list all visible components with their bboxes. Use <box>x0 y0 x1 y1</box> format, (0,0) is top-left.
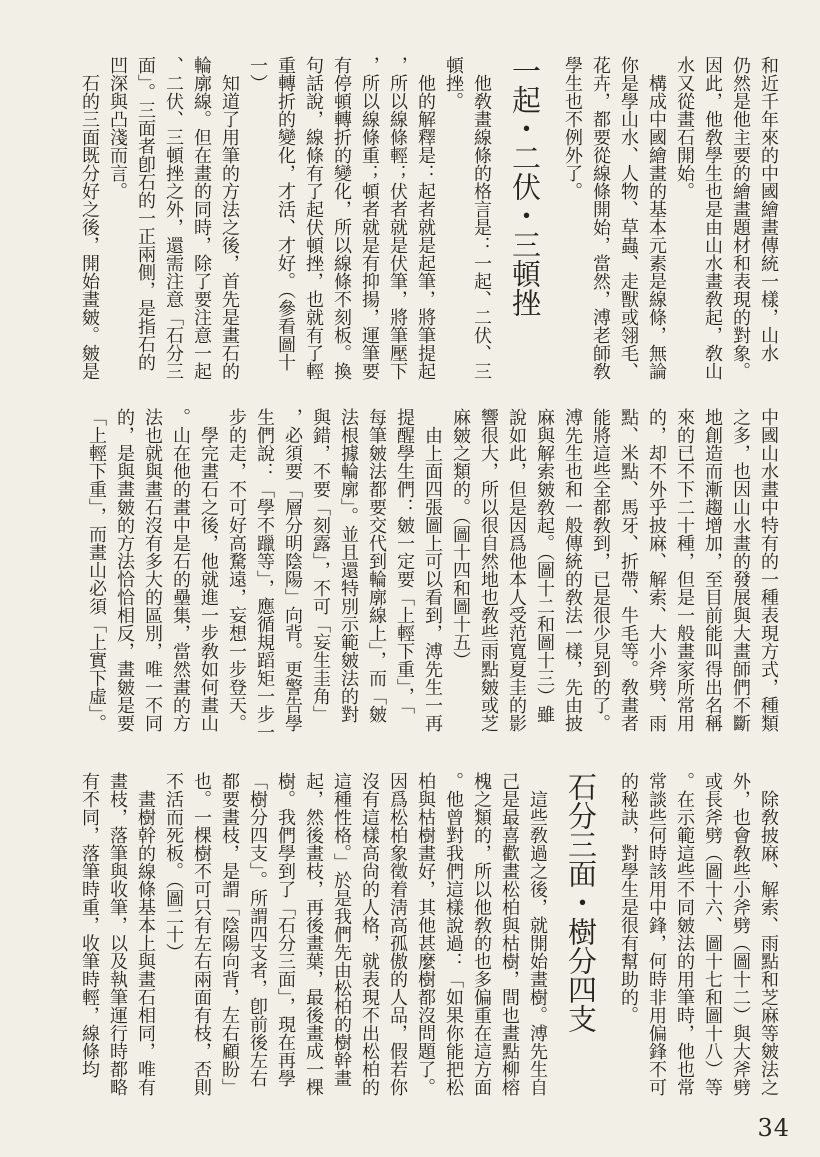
text-column: ，必須要「層分明陰陽」向背。更警告學 <box>282 408 303 732</box>
text-column: 、二伏、三頓挫之外，還需注意「石分三 <box>163 56 184 380</box>
text-column: 因此，他敎學生也是由山水畫敎起，敎山 <box>702 56 723 380</box>
text-column: 有停頓轉折的變化，所以線條不刻板。換 <box>331 56 352 380</box>
text-column: 溥先生也和一般傳統的敎法一樣，先由披 <box>562 408 583 732</box>
text-column: 學生也不例外了。 <box>562 56 583 200</box>
text-column: 除敎披麻、解索、雨點和芝麻等皴法之 <box>758 772 779 1096</box>
text-column: 法也就與畫石沒有多大的區別，唯一不同 <box>142 408 163 732</box>
text-column: 步的走，不可好高騖遠，妄想一步登天。 <box>226 408 247 732</box>
text-column: 石的三面既分好之後，開始畫皴。皴是 <box>79 56 100 380</box>
text-column: 的秘訣，對學生是很有幫助的。 <box>618 772 639 1024</box>
text-column: 重轉折的變化，才活、才好。（參看圖十 <box>275 56 296 371</box>
section-top <box>75 56 782 408</box>
text-column: 說如此，但是因爲他本人受范寬夏圭的影 <box>506 408 527 732</box>
text-column: 麻皴之類的。（圖十四和圖十五） <box>450 408 471 669</box>
text-column: 。山在他的畫中是石的壘集，當然畫的方 <box>170 408 191 732</box>
text-column: 花卉，都要從線條開始，當然，溥老師敎 <box>590 56 611 380</box>
text-column: 輪廓線。但在畫的同時，除了要注意一起 <box>191 56 212 380</box>
text-column: 不活而死板。（圖二十） <box>163 772 184 961</box>
section-heading-brushstroke: 一起・二伏・三頓挫 <box>508 56 542 317</box>
text-column: 外，也會敎些小斧劈（圖十二）與大斧劈 <box>730 772 751 1096</box>
text-column: 畫樹幹的線條基本上與畫石相同，唯有 <box>135 772 156 1096</box>
text-column: 和近千年來的中國繪畫傳統一樣，山水 <box>758 56 779 362</box>
text-column: 構成中國繪畫的基本元素是線條，無論 <box>646 56 667 380</box>
text-column: 「上輕下重」，而畫山必須「上實下虛」。 <box>86 408 107 732</box>
text-column: 每筆皴法都要交代到輪廓線上」，而「皴 <box>366 408 387 723</box>
text-column: 知道了用筆的方法之後，首先是畫石的 <box>219 56 240 380</box>
text-column: 的，是與畫皴的方法恰恰相反，畫皴是要 <box>114 408 135 732</box>
text-column: 柏與枯樹畫好，其他甚麼樹都沒問題了。 <box>415 772 436 1096</box>
text-column: 這些敎過之後，就開始畫樹。溥先生自 <box>527 772 548 1096</box>
text-column: 的，却不外乎披麻、解索、大小斧劈、雨 <box>646 408 667 732</box>
text-column: 法根據輪廓」。並且還特別示範皴法的對 <box>338 408 359 723</box>
text-column: 己是最喜歡畫松柏與枯樹，間也畫點柳榕 <box>499 772 520 1096</box>
text-column: 槐之類的，所以他敎的也多偏重在這方面 <box>471 772 492 1096</box>
text-column: ，所以線條輕；伏者就是伏筆，將筆壓下 <box>387 56 408 380</box>
text-column: 有不同，落筆時重，收筆時輕，線條均 <box>79 772 100 1078</box>
text-column: 這種性格。」於是我們先由松柏的樹幹畫 <box>331 772 352 1087</box>
text-column: 響很大，所以很自然地也敎些雨點皴或芝 <box>478 408 499 732</box>
text-column: 常談些何時該用中鋒，何時非用偏鋒不可 <box>646 772 667 1096</box>
text-column: 面」。三面者卽石的一正兩側，是指石的 <box>135 56 156 371</box>
text-column: 或長斧劈（圖十六、圖十七和圖十八）等 <box>702 772 723 1096</box>
text-column: 生們說：「學不躐等」，應循規蹈矩一步一 <box>254 408 275 741</box>
text-column: 起，然後畫枝，再後畫葉，最後畫成一棵 <box>303 772 324 1096</box>
text-column: 學完畫石之後，他就進一步敎如何畫山 <box>198 408 219 732</box>
text-column: 畫枝，落筆與收筆，以及執筆運行時都略 <box>107 772 128 1096</box>
text-column: 樹。我們學到了「石分三面」，現在再學 <box>275 772 296 1087</box>
text-column: 由上面四張圖上可以看到，溥先生一再 <box>422 408 443 732</box>
text-column: 能將這些全都敎到，已是很少見到的了。 <box>590 408 611 732</box>
section-heading-rock-tree: 石分三面・樹分四支 <box>564 772 598 1033</box>
text-column: 句話說，線條有了起伏頓挫，也就有了輕 <box>303 56 324 380</box>
text-column: 水又從畫石開始。 <box>674 56 695 200</box>
text-column: 也。一棵樹不可只有左右兩面有枝，否則 <box>191 772 212 1096</box>
text-column: 你是學山水、人物、草蟲、走獸或翎毛、 <box>618 56 639 380</box>
text-column: 因爲松柏象徵着淸高孤傲的人品，假若你 <box>387 772 408 1096</box>
page-number: 34 <box>757 1114 790 1142</box>
text-column: 點、米點、馬牙、折帶、牛毛等。敎畫者 <box>618 408 639 732</box>
text-column: ，所以線條重；頓者就是有抑揚，運筆要 <box>359 56 380 380</box>
text-column: 來的已不下二十種，但是一般畫家所常用 <box>674 408 695 732</box>
text-column: 「樹分四支」。所謂四支者，卽前後左右 <box>247 772 268 1087</box>
text-column: 沒有這樣高尙的人格，就表現不出松柏的 <box>359 772 380 1096</box>
text-column: 中國山水畫中特有的一種表現方式，種類 <box>758 408 779 732</box>
text-column: 提醒學生們：皴一定要「上輕下重」，「 <box>394 408 415 714</box>
text-column: 都要畫枝，是謂「陰陽向背，左右顧盼」 <box>219 772 240 1096</box>
text-column: 地創造而漸趨增加，至目前能叫得出名稱 <box>702 408 723 732</box>
section-middle <box>82 408 782 764</box>
text-column: 仍然是他主要的繪畫題材和表現的對象。 <box>730 56 751 380</box>
text-column: 與錯，不要「刻露」，不可「妄生圭角」 <box>310 408 331 723</box>
section-bottom <box>75 772 782 1128</box>
text-column: 一） <box>247 56 268 92</box>
text-column: 。他曾對我們這樣說過：「如果你能把松 <box>443 772 464 1096</box>
text-column: 。在示範這些不同皴法的用筆時，他也常 <box>674 772 695 1096</box>
text-column: 麻與解索皴敎起。（圖十二和圖十三）雖 <box>534 408 555 723</box>
text-column: 之多，也因山水畫的發展與大畫師們不斷 <box>730 408 751 732</box>
text-column: 凹深與凸淺而言。 <box>107 56 128 200</box>
text-column: 他敎畫線條的格言是：一起、二伏、三 <box>471 56 492 380</box>
text-column: 頓挫。 <box>443 56 464 110</box>
text-column: 他的解釋是：起者就是起筆，將筆提起 <box>415 56 436 380</box>
